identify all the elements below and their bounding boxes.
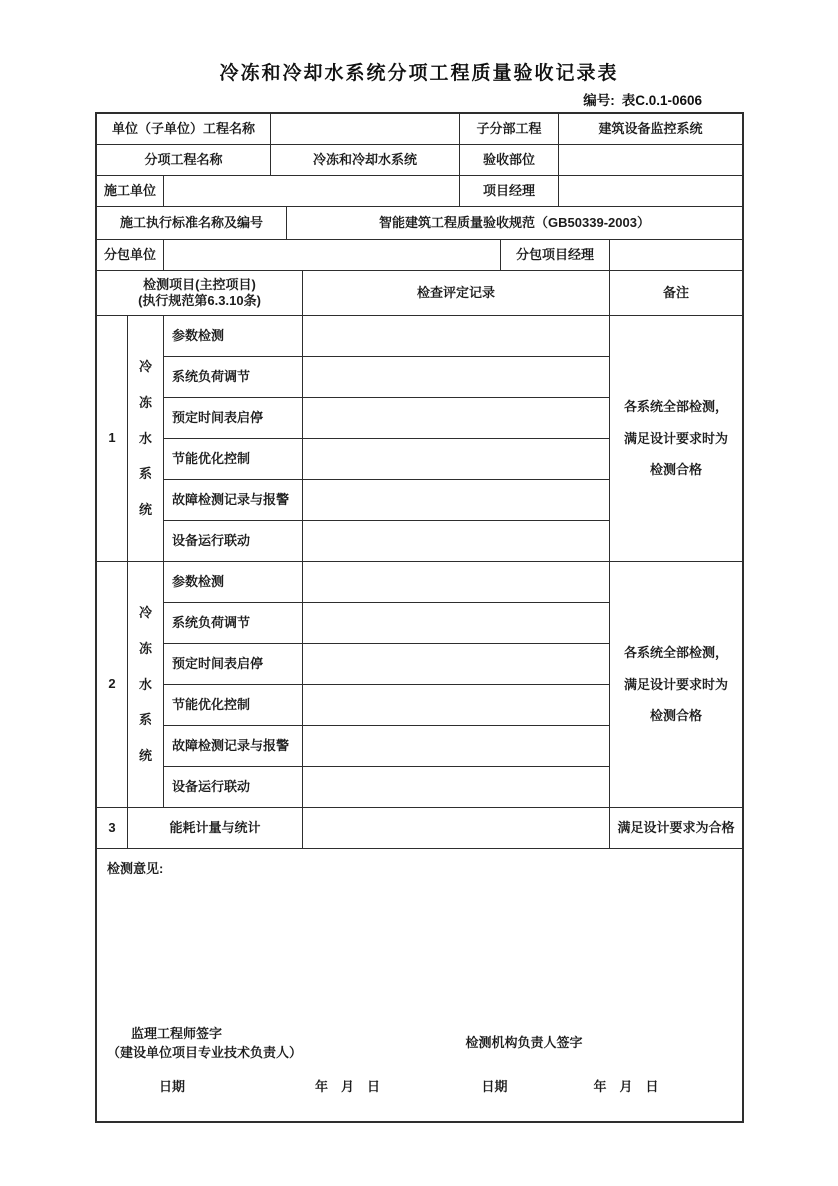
sub-item-value: 冷冻和冷却水系统 [271,145,459,175]
acceptance-part-label: 验收部位 [460,145,558,175]
supervisor-signature-label: 监理工程师签字 [131,1026,223,1042]
unit-project-label: 单位（子单位）工程名称 [97,114,270,144]
section1-record-cell [303,316,609,356]
sub-division-value: 建筑设备监控系统 [559,114,742,144]
section2-record-cell [303,644,609,684]
subcontract-manager-label: 分包项目经理 [501,240,609,270]
header-remark-column: 备注 [610,271,742,315]
section1-record-cell [303,521,609,561]
signature-area [107,1026,732,1095]
construction-unit-label: 施工单位 [97,176,163,206]
supervisor-signature-sublabel: （建设单位项目专业技术负责人） [107,1044,303,1060]
standard-value: 智能建筑工程质量验收规范（GB50339-2003） [287,207,742,239]
energy-row-number: 3 [97,808,127,848]
section2-remark: 各系统全部检测， 满足设计要求时为 检测合格 [610,562,742,807]
energy-row-remark: 满足设计要求为合格 [610,808,742,848]
section1-remark: 各系统全部检测， 满足设计要求时为 检测合格 [610,316,742,561]
supervisor-date-line [107,1079,420,1095]
section1-item: 节能优化控制 [164,439,302,479]
header-item-column: 检测项目(主控项目) (执行规范第6.3.10条) [97,271,302,315]
section2-item: 预定时间表启停 [164,644,302,684]
acceptance-part-value-cell [559,145,742,175]
project-manager-value-cell [559,176,742,206]
section1-number: 1 [97,316,127,561]
year-month-day: 年 月 日 [315,1078,381,1094]
unit-project-value-cell [271,114,459,144]
section1-item: 故障检测记录与报警 [164,480,302,520]
section1-item: 设备运行联动 [164,521,302,561]
section2-system-text: 冷冻水系统 [139,605,153,764]
section1-system-text: 冷冻水系统 [139,359,153,518]
subcontract-unit-value-cell [164,240,500,270]
section2-item: 节能优化控制 [164,685,302,725]
section2-item: 故障检测记录与报警 [164,726,302,766]
inspection-opinion-section [97,849,742,1121]
date-label: 日期 [159,1078,186,1094]
page-title: 冷冻和冷却水系统分项工程质量验收记录表 [219,63,619,84]
section1-record-cell [303,357,609,397]
subcontract-manager-value-cell [610,240,742,270]
inspector-date-line [420,1079,733,1095]
acceptance-record-table [95,112,744,1123]
energy-row-record-cell [303,808,609,848]
energy-row-item: 能耗计量与统计 [128,808,302,848]
project-manager-label: 项目经理 [460,176,558,206]
section2-record-cell [303,562,609,602]
section1-item: 预定时间表启停 [164,398,302,438]
section2-record-cell [303,726,609,766]
construction-unit-value-cell [164,176,459,206]
doc-number-label: 编号: [583,93,615,108]
section1-item: 系统负荷调节 [164,357,302,397]
section2-number: 2 [97,562,127,807]
date-label: 日期 [481,1078,508,1094]
inspector-signature-label: 检测机构负责人签字 [465,1035,583,1051]
section2-item: 参数检测 [164,562,302,602]
section2-item: 设备运行联动 [164,767,302,807]
section2-record-cell [303,685,609,725]
doc-number-value: 表C.0.1-0606 [621,93,702,108]
section2-system-label [128,562,163,807]
standard-label: 施工执行标准名称及编号 [97,207,286,239]
section1-record-cell [303,439,609,479]
doc-number [95,89,750,109]
section2-record-cell [303,767,609,807]
inspection-opinion-label: 检测意见: [107,861,164,876]
section2-item: 系统负荷调节 [164,603,302,643]
section1-record-cell [303,480,609,520]
subcontract-unit-label: 分包单位 [97,240,163,270]
header-record-column: 检查评定记录 [303,271,609,315]
sub-item-label: 分项工程名称 [97,145,270,175]
sub-division-label: 子分部工程 [460,114,558,144]
section1-record-cell [303,398,609,438]
section1-system-label [128,316,163,561]
year-month-day: 年 月 日 [593,1078,659,1094]
supervisor-signature-block [107,1026,420,1061]
section1-item: 参数检测 [164,316,302,356]
section2-record-cell [303,603,609,643]
